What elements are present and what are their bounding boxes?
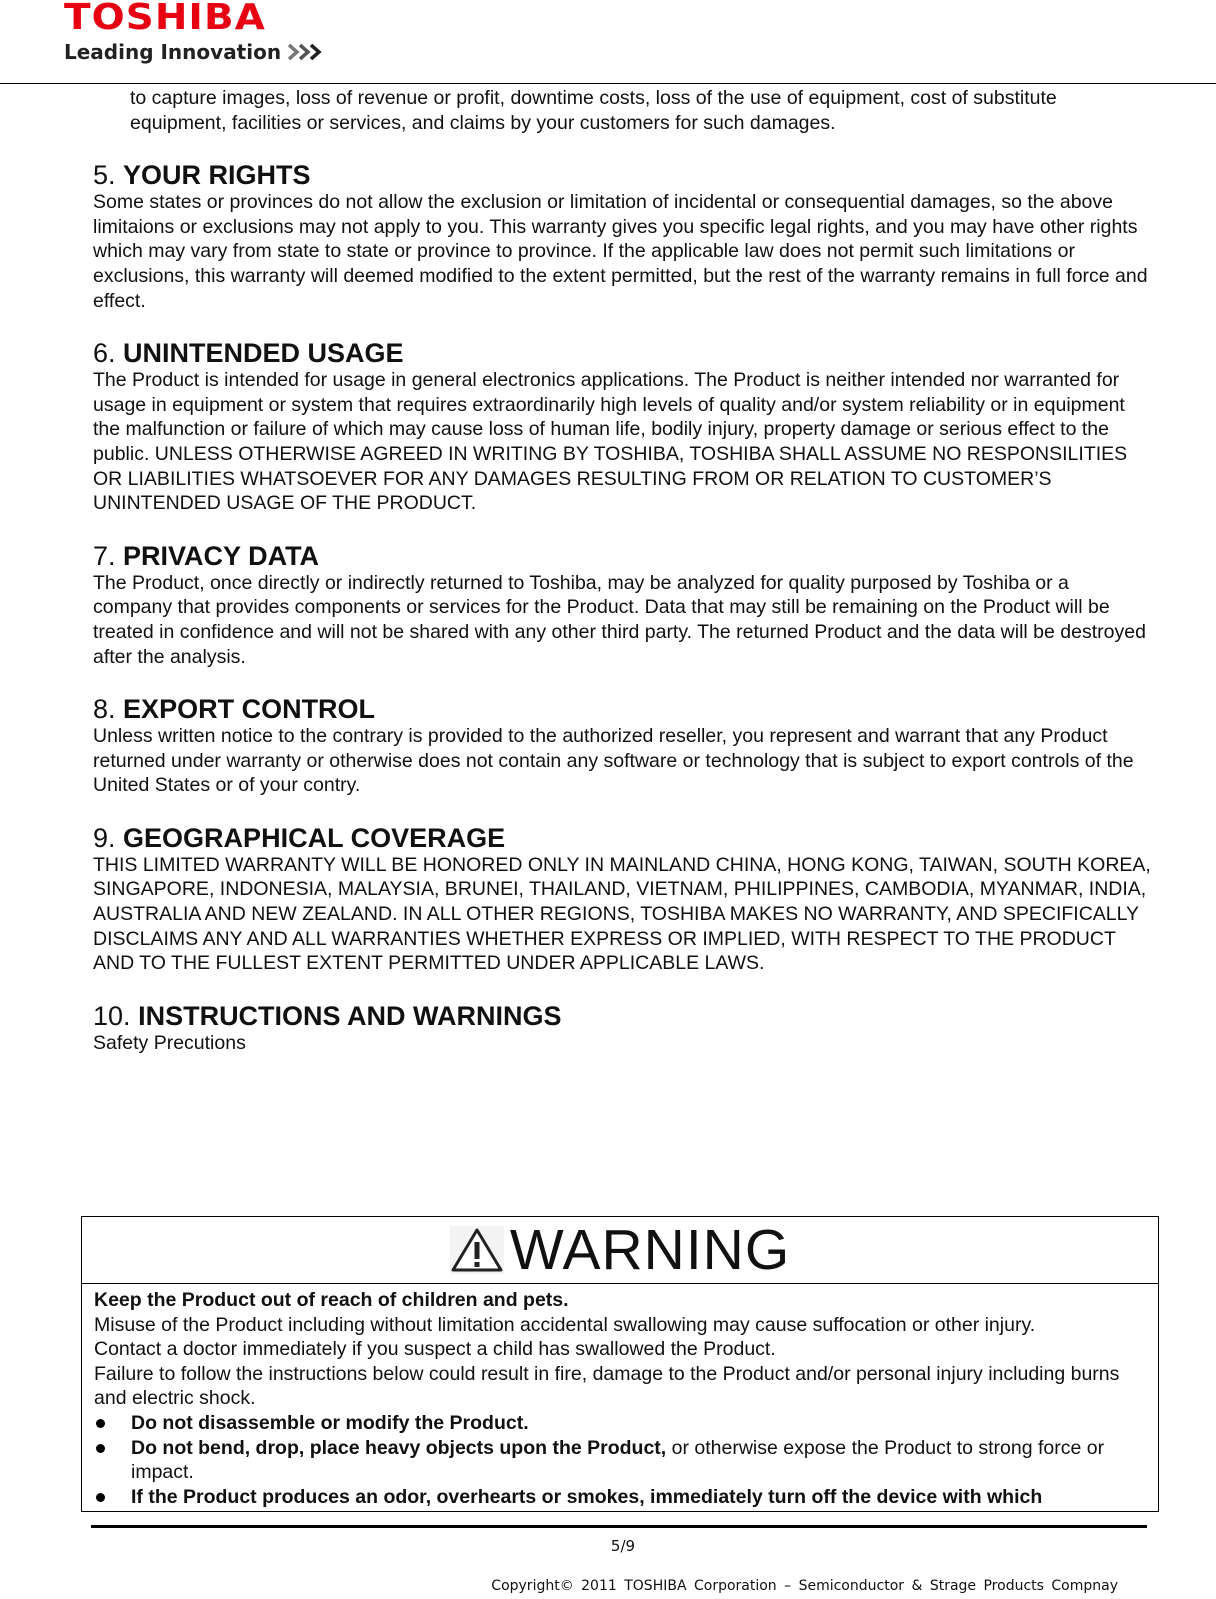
section-number: 10. bbox=[93, 1000, 131, 1031]
warning-box bbox=[81, 1216, 1159, 1512]
list-item: Do not disassemble or modify the Product. bbox=[94, 1411, 1148, 1436]
section-heading bbox=[93, 338, 1153, 368]
section-title: UNINTENDED USAGE bbox=[123, 338, 404, 369]
section-body: Safety Precutions bbox=[93, 1031, 246, 1054]
bullet-icon bbox=[96, 1444, 105, 1453]
warning-body bbox=[82, 1284, 1158, 1509]
section-number: 7. bbox=[93, 540, 116, 571]
list-item: Do not bend, drop, place heavy objects upon the Product, or otherwise expose the Product to strong force or impact. bbox=[94, 1436, 1148, 1485]
header-divider bbox=[0, 83, 1216, 84]
brand-tagline-row bbox=[64, 40, 327, 64]
section-heading bbox=[93, 823, 1153, 853]
section-body: Unless written notice to the contrary is provided to the authorized reseller, you represent and warrant that any Product returned under warranty or otherwise does not contain any software or technology that is subject to export controls of the United States or of your contry. bbox=[93, 725, 1134, 797]
section-title: YOUR RIGHTS bbox=[123, 160, 311, 191]
section-title: PRIVACY DATA bbox=[123, 540, 320, 571]
section-number: 8. bbox=[93, 694, 116, 725]
section-number: 5. bbox=[93, 160, 116, 191]
warning-triangle-icon bbox=[450, 1226, 504, 1274]
section-body: The Product, once directly or indirectly returned to Toshiba, may be analyzed for quality purposed by Toshiba or a company that provides components or services for the Product. Data that may still be remaining on the Product will be treated in confidence and will not be shared with any other third party. The returned Product and the data will be destroyed after the analysis. bbox=[93, 571, 1146, 668]
section-unintended-usage bbox=[93, 338, 1153, 516]
chevrons-icon bbox=[287, 43, 327, 61]
toshiba-logo bbox=[64, 0, 327, 64]
bullet-icon bbox=[96, 1419, 105, 1428]
section-instructions-warnings bbox=[93, 1001, 1153, 1056]
brand-tagline: Leading Innovation bbox=[64, 40, 282, 64]
warning-line: Failure to follow the instructions below could result in fire, damage to the Product and/or personal injury including burns and electric shock. bbox=[94, 1362, 1120, 1410]
section-geographical-coverage bbox=[93, 823, 1153, 976]
continuation-paragraph: to capture images, loss of revenue or profit, downtime costs, loss of the use of equipment, cost of substitute equipment, facilities or services, and claims by your customers for such damages. bbox=[130, 87, 1057, 134]
section-body: THIS LIMITED WARRANTY WILL BE HONORED ONLY IN MAINLAND CHINA, HONG KONG, TAIWAN, SOUTH KOREA, SINGAPORE, INDONESIA, MALAYSIA, BRUNEI, THAILAND, VIETNAM, PHILIPPINES, CAMBODIA, MYANMAR, INDIA, AUSTRALIA AND NEW ZEALAND. IN ALL OTHER REGIONS, TOSHIBA MAKES NO WARRANTY, AND SPECIFICALLY DISCLAIMS ANY AND ALL WARRANTIES WHETHER EXPRESS OR IMPLIED, WITH RESPECT TO THE PRODUCT AND TO THE FULLEST EXTENT PERMITTED UNDER APPLICABLE LAWS. bbox=[93, 853, 1151, 975]
warning-line: Misuse of the Product including without limitation accidental swallowing may cause suffocation or other injury. bbox=[94, 1313, 1036, 1336]
section-number: 6. bbox=[93, 338, 116, 369]
warning-title: WARNING bbox=[509, 1218, 791, 1282]
section-your-rights bbox=[93, 160, 1153, 313]
section-body: Some states or provinces do not allow the exclusion or limitation of incidental or consequential damages, so the above limitaions or exclusions may not apply to you. This warranty gives you specific legal rights, and you may have other rights which may vary from state to state or province to province. If the applicable law does not permit such limitations or exclusions, this warranty will deemed modified to the extent permitted, but the rest of the warranty remains in full force and effect. bbox=[93, 191, 1148, 312]
section-privacy-data bbox=[93, 541, 1153, 669]
section-heading bbox=[93, 160, 1153, 190]
page-number: 5/9 bbox=[610, 1537, 636, 1555]
document-body bbox=[93, 86, 1153, 1055]
section-heading bbox=[93, 694, 1153, 724]
warning-header bbox=[82, 1217, 1158, 1284]
section-number: 9. bbox=[93, 822, 116, 853]
bullet-icon bbox=[96, 1493, 105, 1502]
warning-line: Contact a doctor immediately if you suspect a child has swallowed the Product. bbox=[94, 1338, 776, 1361]
section-heading bbox=[93, 541, 1153, 571]
brand-name: TOSHIBA bbox=[64, 0, 266, 38]
warning-headline: Keep the Product out of reach of children and pets. bbox=[94, 1289, 569, 1311]
section-title: INSTRUCTIONS AND WARNINGS bbox=[138, 1000, 562, 1031]
warning-list bbox=[94, 1411, 1148, 1509]
section-title: GEOGRAPHICAL COVERAGE bbox=[123, 822, 506, 853]
copyright-notice: Copyright© 2011 TOSHIBA Corporation – Semiconductor & Strage Products Compnay bbox=[491, 1578, 1118, 1594]
section-body: The Product is intended for usage in general electronics applications. The Product is neither intended nor warranted for usage in equipment or system that requires extraordinarily high levels of quality and/or system reliability or in equipment the malfunction or failure of which may cause loss of human life, bodily injury, property damage or serious effect to the public. UNLESS OTHERWISE AGREED IN WRITING BY TOSHIBA, TOSHIBA SHALL ASSUME NO RESPONSILITIES OR LIABILITIES WHATSOEVER FOR ANY DAMAGES RESULTING FROM OR RELATION TO CUSTOMER’S UNINTENDED USAGE OF THE PRODUCT. bbox=[93, 369, 1128, 515]
section-heading bbox=[93, 1001, 1153, 1031]
footer-divider bbox=[91, 1525, 1147, 1528]
section-export-control bbox=[93, 694, 1153, 798]
section-title: EXPORT CONTROL bbox=[123, 694, 376, 725]
list-item: If the Product produces an odor, overhearts or smokes, immediately turn off the device with which bbox=[94, 1485, 1148, 1510]
